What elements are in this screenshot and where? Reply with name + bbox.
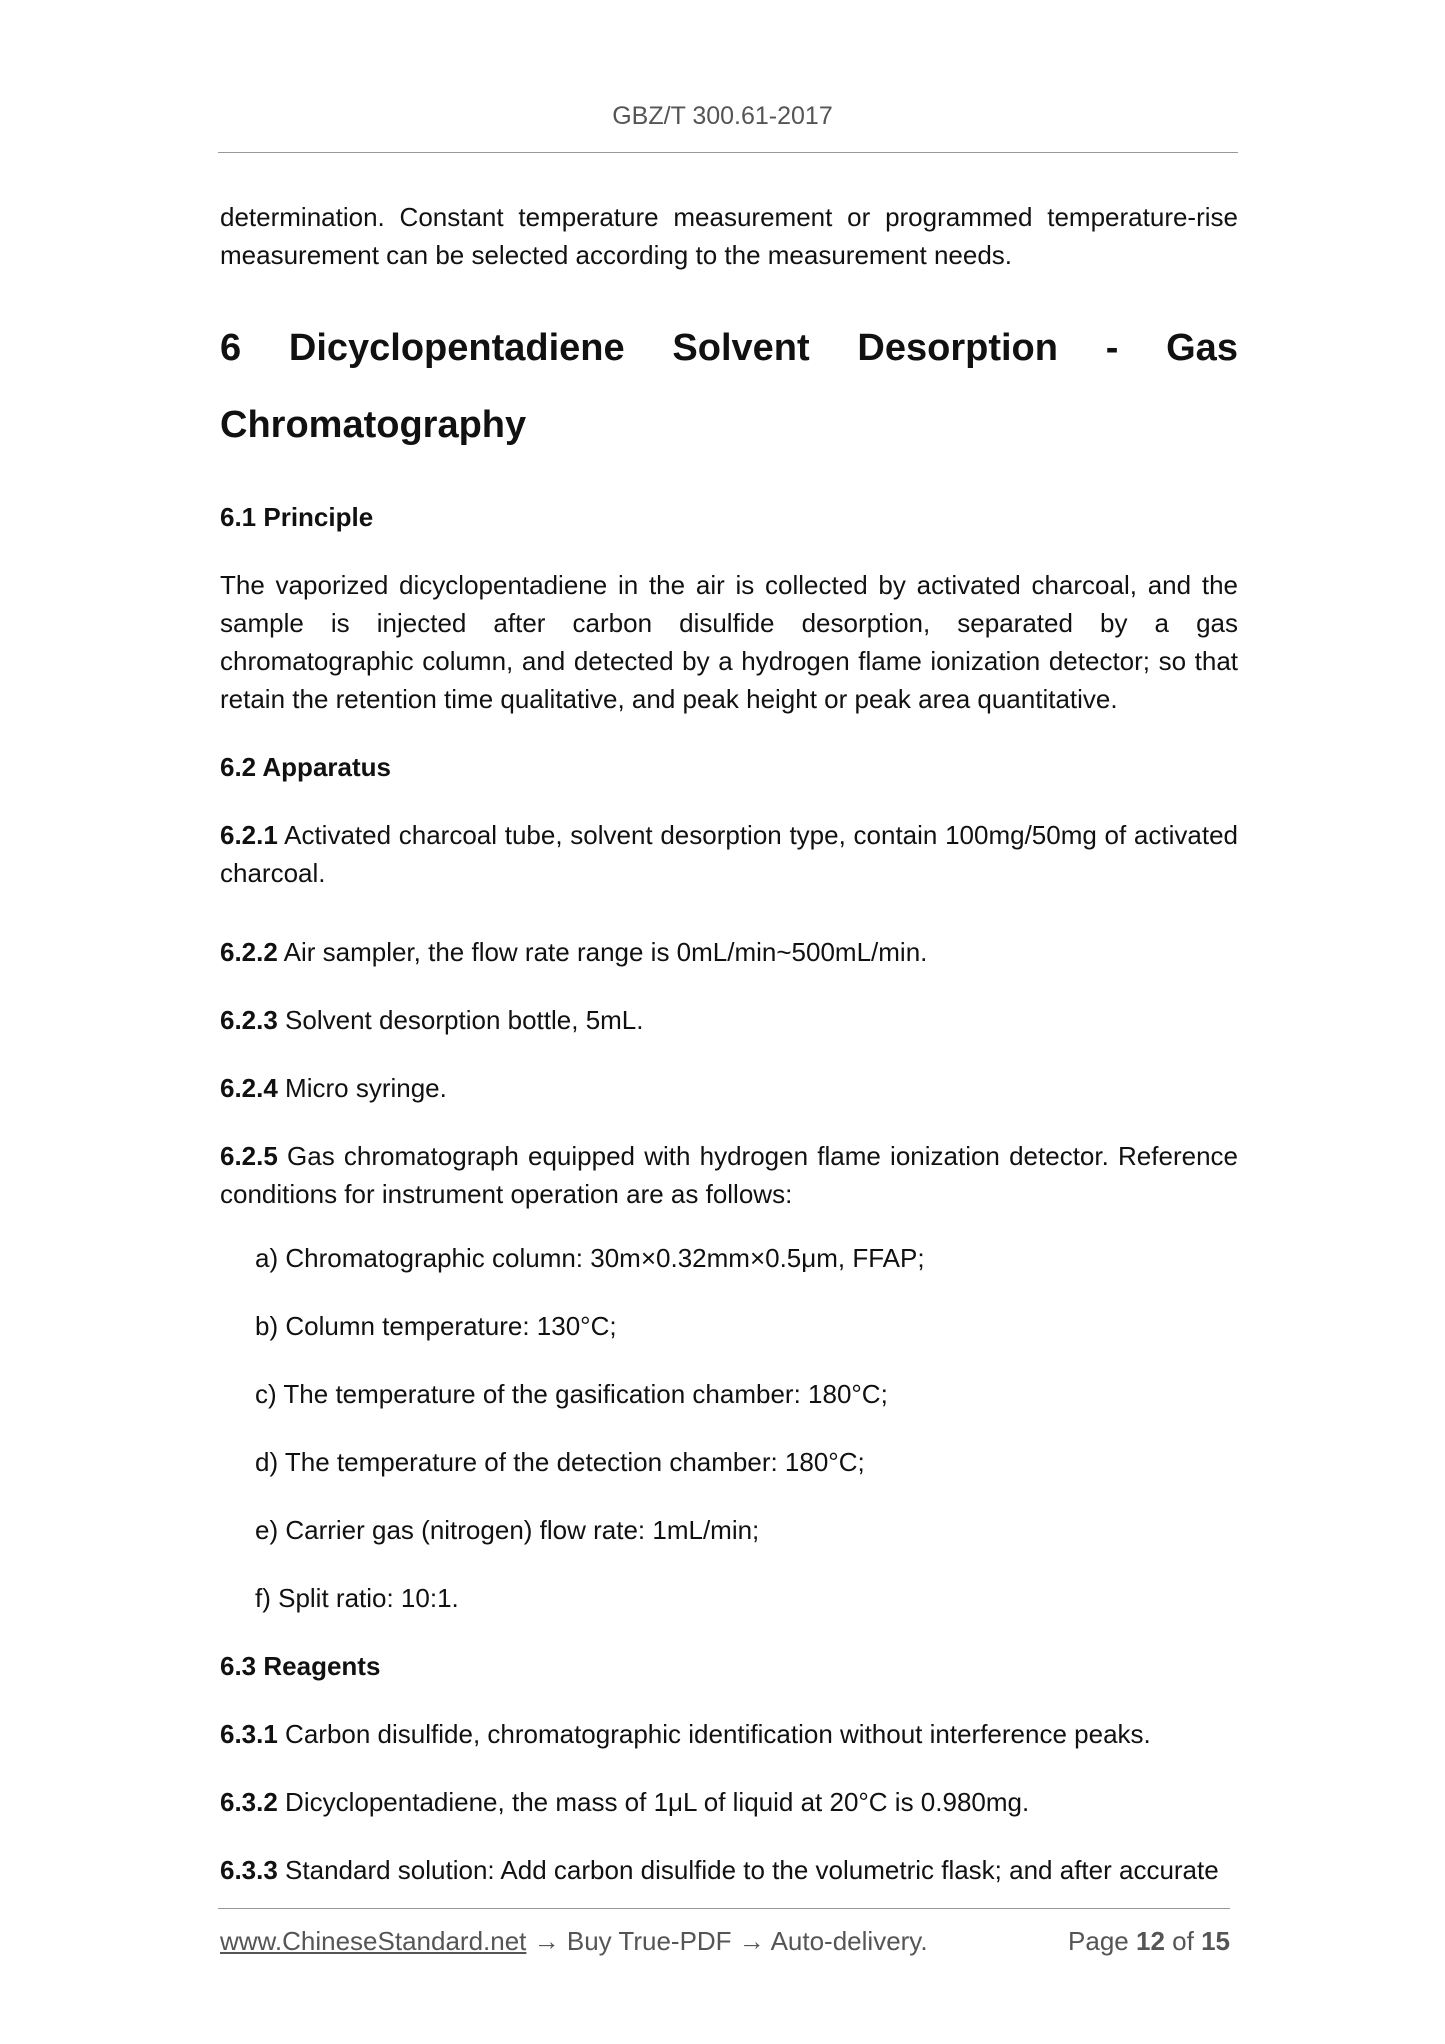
heading-6-2: 6.2 Apparatus xyxy=(220,752,391,782)
clause-6-3-3 xyxy=(220,1851,1238,1889)
condition-item: f) Split ratio: 10:1. xyxy=(255,1583,459,1613)
clause-6-2-4 xyxy=(220,1069,1238,1107)
clause-text: Solvent desorption bottle, 5mL. xyxy=(277,1005,644,1035)
clause-text: Gas chromatograph equipped with hydrogen flame ionization detector. Reference conditions for instrument operation are as follows: xyxy=(220,1141,1238,1209)
condition-item: d) The temperature of the detection chamber: 180°C; xyxy=(255,1447,865,1477)
clause-number: 6.2.5 xyxy=(220,1141,278,1171)
heading-6-1: 6.1 Principle xyxy=(220,502,374,532)
clause-text: Air sampler, the flow rate range is 0mL/min~500mL/min. xyxy=(277,937,928,967)
title-word: Solvent xyxy=(672,327,810,369)
clause-text: Micro syringe. xyxy=(277,1073,447,1103)
clause-number: 6.3.3 xyxy=(220,1855,278,1885)
footer-rule xyxy=(218,1908,1230,1909)
page-footer xyxy=(220,1926,1230,1957)
intro-paragraph: determination. Constant temperature measurement or programmed temperature-rise measurement can be selected according to the measurement needs. xyxy=(220,202,1238,270)
title-word: Desorption xyxy=(857,327,1058,369)
title-word: Dicyclopentadiene xyxy=(288,327,625,369)
clause-number: 6.3.1 xyxy=(220,1719,278,1749)
title-word: Gas xyxy=(1166,327,1238,369)
clause-6-2-3 xyxy=(220,1001,1238,1039)
page-header: GBZ/T 300.61-2017 xyxy=(612,102,833,130)
clause-6-3-1 xyxy=(220,1715,1238,1753)
principle-paragraph: The vaporized dicyclopentadiene in the air is collected by activated charcoal, and the sample is injected after carbon disulfide desorption, separated by a gas chromatographic column, and detected by a hydrogen flame ionization detector; so that retain the retention time qualitative, and peak height or peak area quantitative. xyxy=(220,570,1238,714)
clause-text: Dicyclopentadiene, the mass of 1μL of liquid at 20°C is 0.980mg. xyxy=(277,1787,1030,1817)
clause-number: 6.2.3 xyxy=(220,1005,278,1035)
heading-6-3: 6.3 Reagents xyxy=(220,1651,381,1681)
clause-number: 6.2.4 xyxy=(220,1073,278,1103)
clause-6-2-2 xyxy=(220,933,1238,971)
clause-number: 6.2.2 xyxy=(220,937,278,967)
title-word: - xyxy=(1105,327,1119,369)
page-total: 15 xyxy=(1201,1926,1230,1956)
condition-item: a) Chromatographic column: 30m×0.32mm×0.5μm, FFAP; xyxy=(255,1243,925,1273)
clause-6-3-2 xyxy=(220,1783,1238,1821)
website-link[interactable]: www.ChineseStandard.net xyxy=(220,1926,527,1956)
condition-item: c) The temperature of the gasification chamber: 180°C; xyxy=(255,1379,888,1409)
clause-number: 6.2.1 xyxy=(220,820,278,850)
section-6-title xyxy=(220,326,1238,370)
clause-6-2-1 xyxy=(220,816,1238,892)
page-number: 12 xyxy=(1136,1926,1165,1956)
clause-number: 6.3.2 xyxy=(220,1787,278,1817)
title-word: 6 xyxy=(220,327,242,369)
page-indicator xyxy=(1068,1926,1230,1957)
section-6-title-line2: Chromatography xyxy=(220,404,527,446)
clause-6-2-5 xyxy=(220,1137,1238,1213)
of-label: of xyxy=(1172,1926,1194,1956)
condition-item: e) Carrier gas (nitrogen) flow rate: 1mL/min; xyxy=(255,1515,760,1545)
footer-tagline: → Buy True-PDF → Auto-delivery. xyxy=(526,1926,928,1956)
clause-text: Standard solution: Add carbon disulfide to the volumetric flask; and after accurate xyxy=(277,1855,1219,1885)
page-label: Page xyxy=(1068,1926,1129,1956)
header-rule xyxy=(218,152,1238,153)
condition-item: b) Column temperature: 130°C; xyxy=(255,1311,617,1341)
clause-text: Activated charcoal tube, solvent desorption type, contain 100mg/50mg of activated charcoal. xyxy=(220,820,1238,888)
clause-text: Carbon disulfide, chromatographic identification without interference peaks. xyxy=(277,1719,1151,1749)
